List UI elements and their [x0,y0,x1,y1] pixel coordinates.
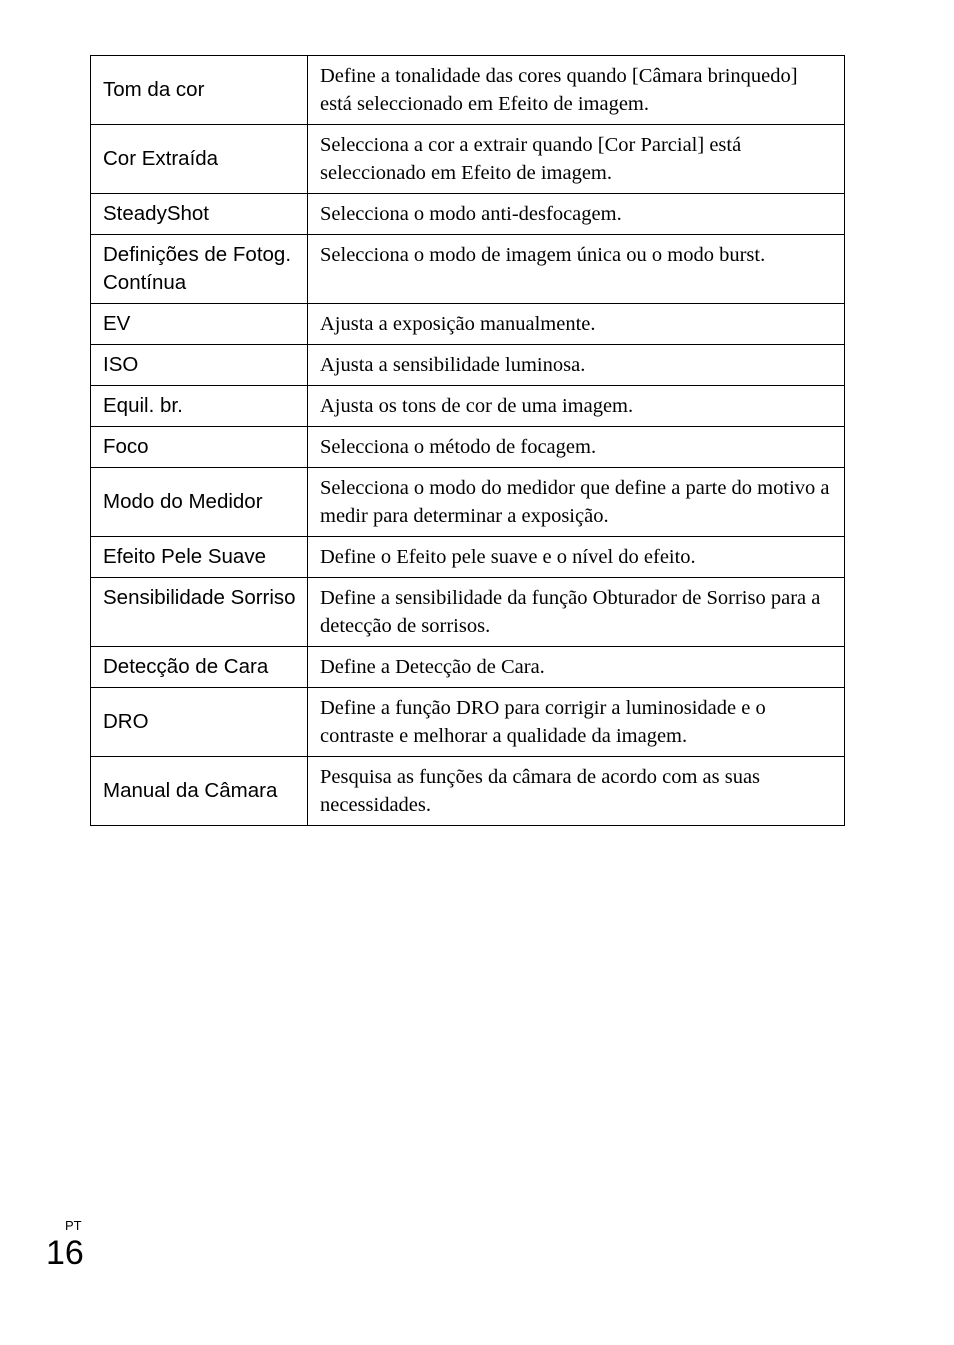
table-row [91,194,845,235]
table-row [91,537,845,578]
page-language-label: PT [65,1218,82,1233]
settings-table [90,55,845,826]
setting-name: Modo do Medidor [91,468,308,537]
setting-name: Efeito Pele Suave [91,537,308,578]
table-row [91,468,845,537]
setting-name: ISO [91,345,308,386]
setting-name: Manual da Câmara [91,757,308,826]
setting-name: Tom da cor [91,56,308,125]
setting-description: Define a Detecção de Cara. [308,647,845,688]
setting-name: SteadyShot [91,194,308,235]
setting-description: Define a sensibilidade da função Obturador de Sorriso para a detecção de sorrisos. [308,578,845,647]
setting-description: Pesquisa as funções da câmara de acordo com as suas necessidades. [308,757,845,826]
table-row [91,688,845,757]
setting-name: Definições de Fotog. Contínua [91,235,308,304]
setting-description: Define a tonalidade das cores quando [Câmara brinquedo] está seleccionado em Efeito de imagem. [308,56,845,125]
setting-description: Selecciona a cor a extrair quando [Cor Parcial] está seleccionado em Efeito de imagem. [308,125,845,194]
setting-description: Define a função DRO para corrigir a luminosidade e o contraste e melhorar a qualidade da imagem. [308,688,845,757]
table-row [91,125,845,194]
table-row [91,304,845,345]
table-row [91,427,845,468]
page-number: 16 [46,1234,84,1272]
setting-description: Selecciona o modo do medidor que define a parte do motivo a medir para determinar a exposição. [308,468,845,537]
setting-description: Ajusta a exposição manualmente. [308,304,845,345]
table-row [91,386,845,427]
setting-name: EV [91,304,308,345]
setting-description: Selecciona o modo anti-desfocagem. [308,194,845,235]
setting-description: Selecciona o método de focagem. [308,427,845,468]
setting-description: Selecciona o modo de imagem única ou o modo burst. [308,235,845,304]
setting-description: Ajusta os tons de cor de uma imagem. [308,386,845,427]
setting-name: Detecção de Cara [91,647,308,688]
setting-description: Define o Efeito pele suave e o nível do efeito. [308,537,845,578]
table-row [91,757,845,826]
table-row [91,235,845,304]
setting-name: Cor Extraída [91,125,308,194]
table-row [91,56,845,125]
table-row [91,647,845,688]
table-row [91,578,845,647]
setting-name: Foco [91,427,308,468]
setting-description: Ajusta a sensibilidade luminosa. [308,345,845,386]
table-row [91,345,845,386]
setting-name: Sensibilidade Sorriso [91,578,308,647]
setting-name: Equil. br. [91,386,308,427]
setting-name: DRO [91,688,308,757]
